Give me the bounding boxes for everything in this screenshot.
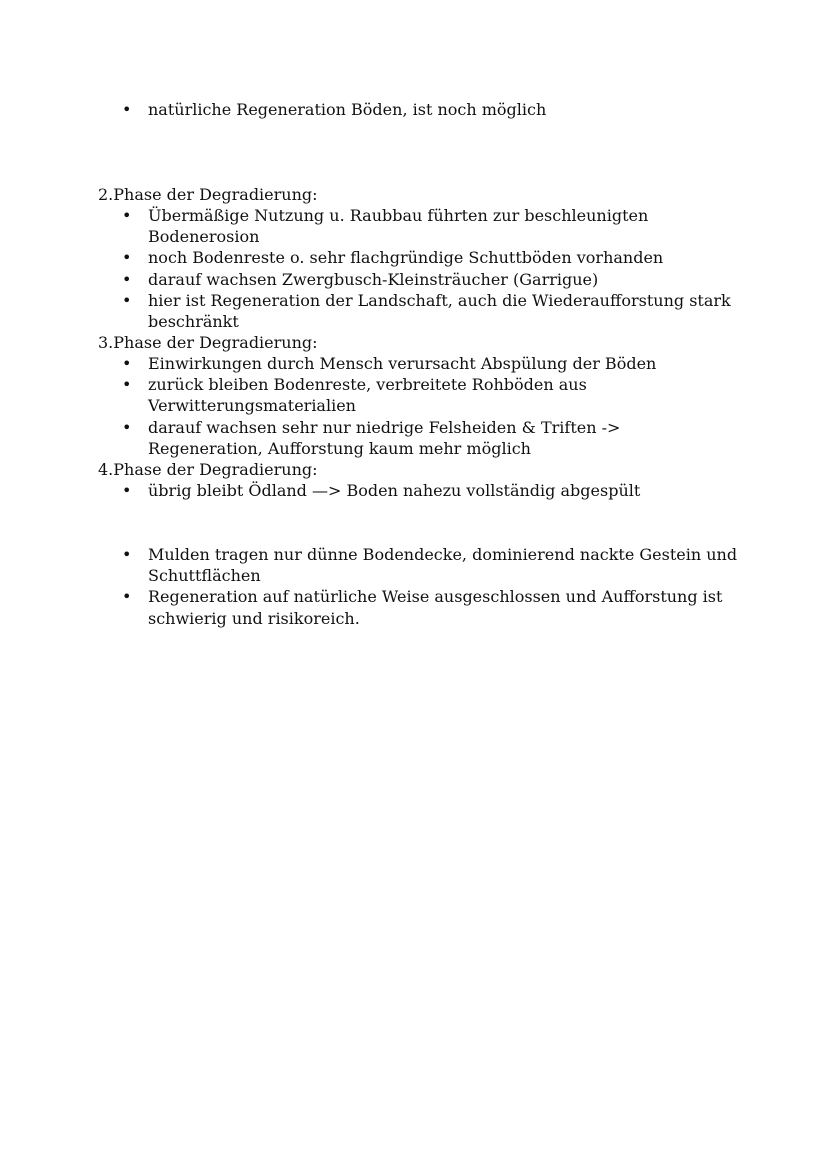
closing-bullet-list — [98, 544, 738, 629]
phase-2-section — [98, 184, 738, 332]
phase-3-bullet-list — [98, 353, 738, 459]
list-item: • hier ist Regeneration der Landschaft, auch die Wiederaufforstung stark beschränkt — [98, 290, 738, 332]
phase-2-bullet-list — [98, 205, 738, 332]
list-item: • darauf wachsen Zwergbusch-Kleinsträucher (Garrigue) — [98, 269, 738, 290]
list-item: • natürliche Regeneration Böden, ist noch möglich — [98, 99, 738, 120]
intro-section — [98, 99, 738, 120]
list-item: • übrig bleibt Ödland —> Boden nahezu vollständig abgespült — [98, 480, 738, 501]
closing-section — [98, 544, 738, 629]
list-item: • Mulden tragen nur dünne Bodendecke, dominierend nackte Gestein und Schuttflächen — [98, 544, 738, 586]
phase-2-heading: 2.Phase der Degradierung: — [98, 185, 318, 204]
phase-4-bullet-list — [98, 480, 738, 501]
list-item: • darauf wachsen sehr nur niedrige Felsheiden & Triften -> Regeneration, Aufforstung kaum mehr möglich — [98, 417, 738, 459]
list-item: • zurück bleiben Bodenreste, verbreitete Rohböden aus Verwitterungsmaterialien — [98, 374, 738, 416]
phase-3-heading: 3.Phase der Degradierung: — [98, 333, 318, 352]
phase-4-heading: 4.Phase der Degradierung: — [98, 460, 318, 479]
list-item: • Übermäßige Nutzung u. Raubbau führten zur beschleunigten Bodenerosion — [98, 205, 738, 247]
phase-4-section — [98, 459, 738, 501]
intro-bullet-list — [98, 99, 738, 120]
phase-3-section — [98, 332, 738, 459]
list-item: • Regeneration auf natürliche Weise ausgeschlossen und Aufforstung ist schwierig und risikoreich. — [98, 586, 738, 628]
list-item: • noch Bodenreste o. sehr flachgründige Schuttböden vorhanden — [98, 247, 738, 268]
list-item: • Einwirkungen durch Mensch verursacht Abspülung der Böden — [98, 353, 738, 374]
